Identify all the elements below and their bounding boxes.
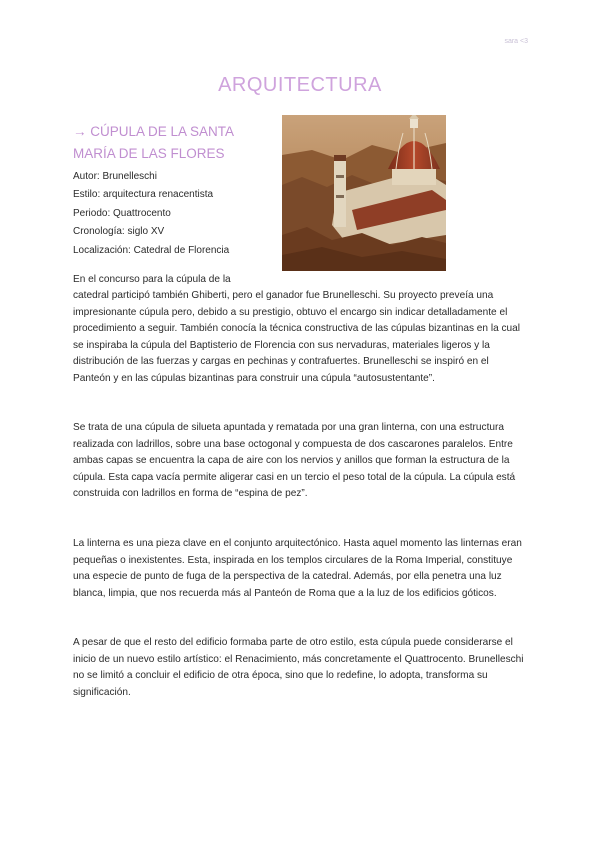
facts-list	[73, 168, 283, 260]
header-note: sara <3	[504, 38, 528, 45]
paragraph-3: La linterna es una pieza clave en el conjunto arquitectónico. Hasta aquel momento las linternas eran pequeñas o inexistentes. Esta, inspirada en los templos circulares de la Roma Imperial, constituye una especie de punto de fuga de la perspectiva de la catedral. Además, por ella penetra una luz blanca, limpia, que nos recuerda más al Panteón de Roma que a la luz de los edificios góticos.	[73, 538, 522, 599]
cathedral-photo	[282, 115, 446, 271]
fact-period: Periodo: Quattrocento	[73, 207, 171, 219]
section-heading: → CÚPULA DE LA SANTA MARÍA DE LAS FLORES	[73, 124, 234, 161]
fact-author: Autor: Brunelleschi	[73, 171, 157, 182]
paragraph-1: catedral participó también Ghiberti, pero el ganador fue Brunelleschi. Su proyecto preveía una impresionante cúpula pero, debido a su prestigio, obtuvo el encargo sin indicar detalladamente el procedimiento a seguir. También conocía la técnica constructiva de las cúpulas bizantinas en la cual se inspiraba la cúpula del Baptisterio de Florencia con sus nervaduras, materiales ligeros y la distribución de las fuerzas y cargas en pechinas y contrafuertes. Brunelleschi se inspiró en el Panteón y en las cúpulas bizantinas para construir una cúpula “autosustentante”.	[73, 290, 521, 384]
paragraph-2: Se trata de una cúpula de silueta apuntada y rematada por una gran linterna, con una estructura realizada con ladrillos, sobre una base octogonal y compuesta de dos cascarones paralelos. Entre ambas capas se encuentra la capa de aire con los nervios y anillos que forman la estructura de la cúpula. Esta capa vacía permite aligerar casi en un tercio el peso total de la cúpula. La cúpula está construida con ladrillos en forma de “espina de pez”.	[73, 422, 516, 499]
paragraph-1-lead: En el concurso para la cúpula de la	[73, 274, 231, 285]
page-title: ARQUITECTURA	[218, 74, 382, 96]
paragraph-4: A pesar de que el resto del edificio formaba parte de otro estilo, esta cúpula puede considerarse el inicio de un nuevo estilo artístico: el Renacimiento, más concretamente el Quattrocento. Brunelleschi no se limitó a concluir el edificio de otra época, sino que lo redefine, lo adopta, transforma su significación.	[73, 637, 524, 698]
fact-chronology: Cronología: siglo XV	[73, 226, 165, 238]
fact-style: Estilo: arquitectura renacentista	[73, 189, 214, 201]
fact-location: Localización: Catedral de Florencia	[73, 244, 230, 256]
